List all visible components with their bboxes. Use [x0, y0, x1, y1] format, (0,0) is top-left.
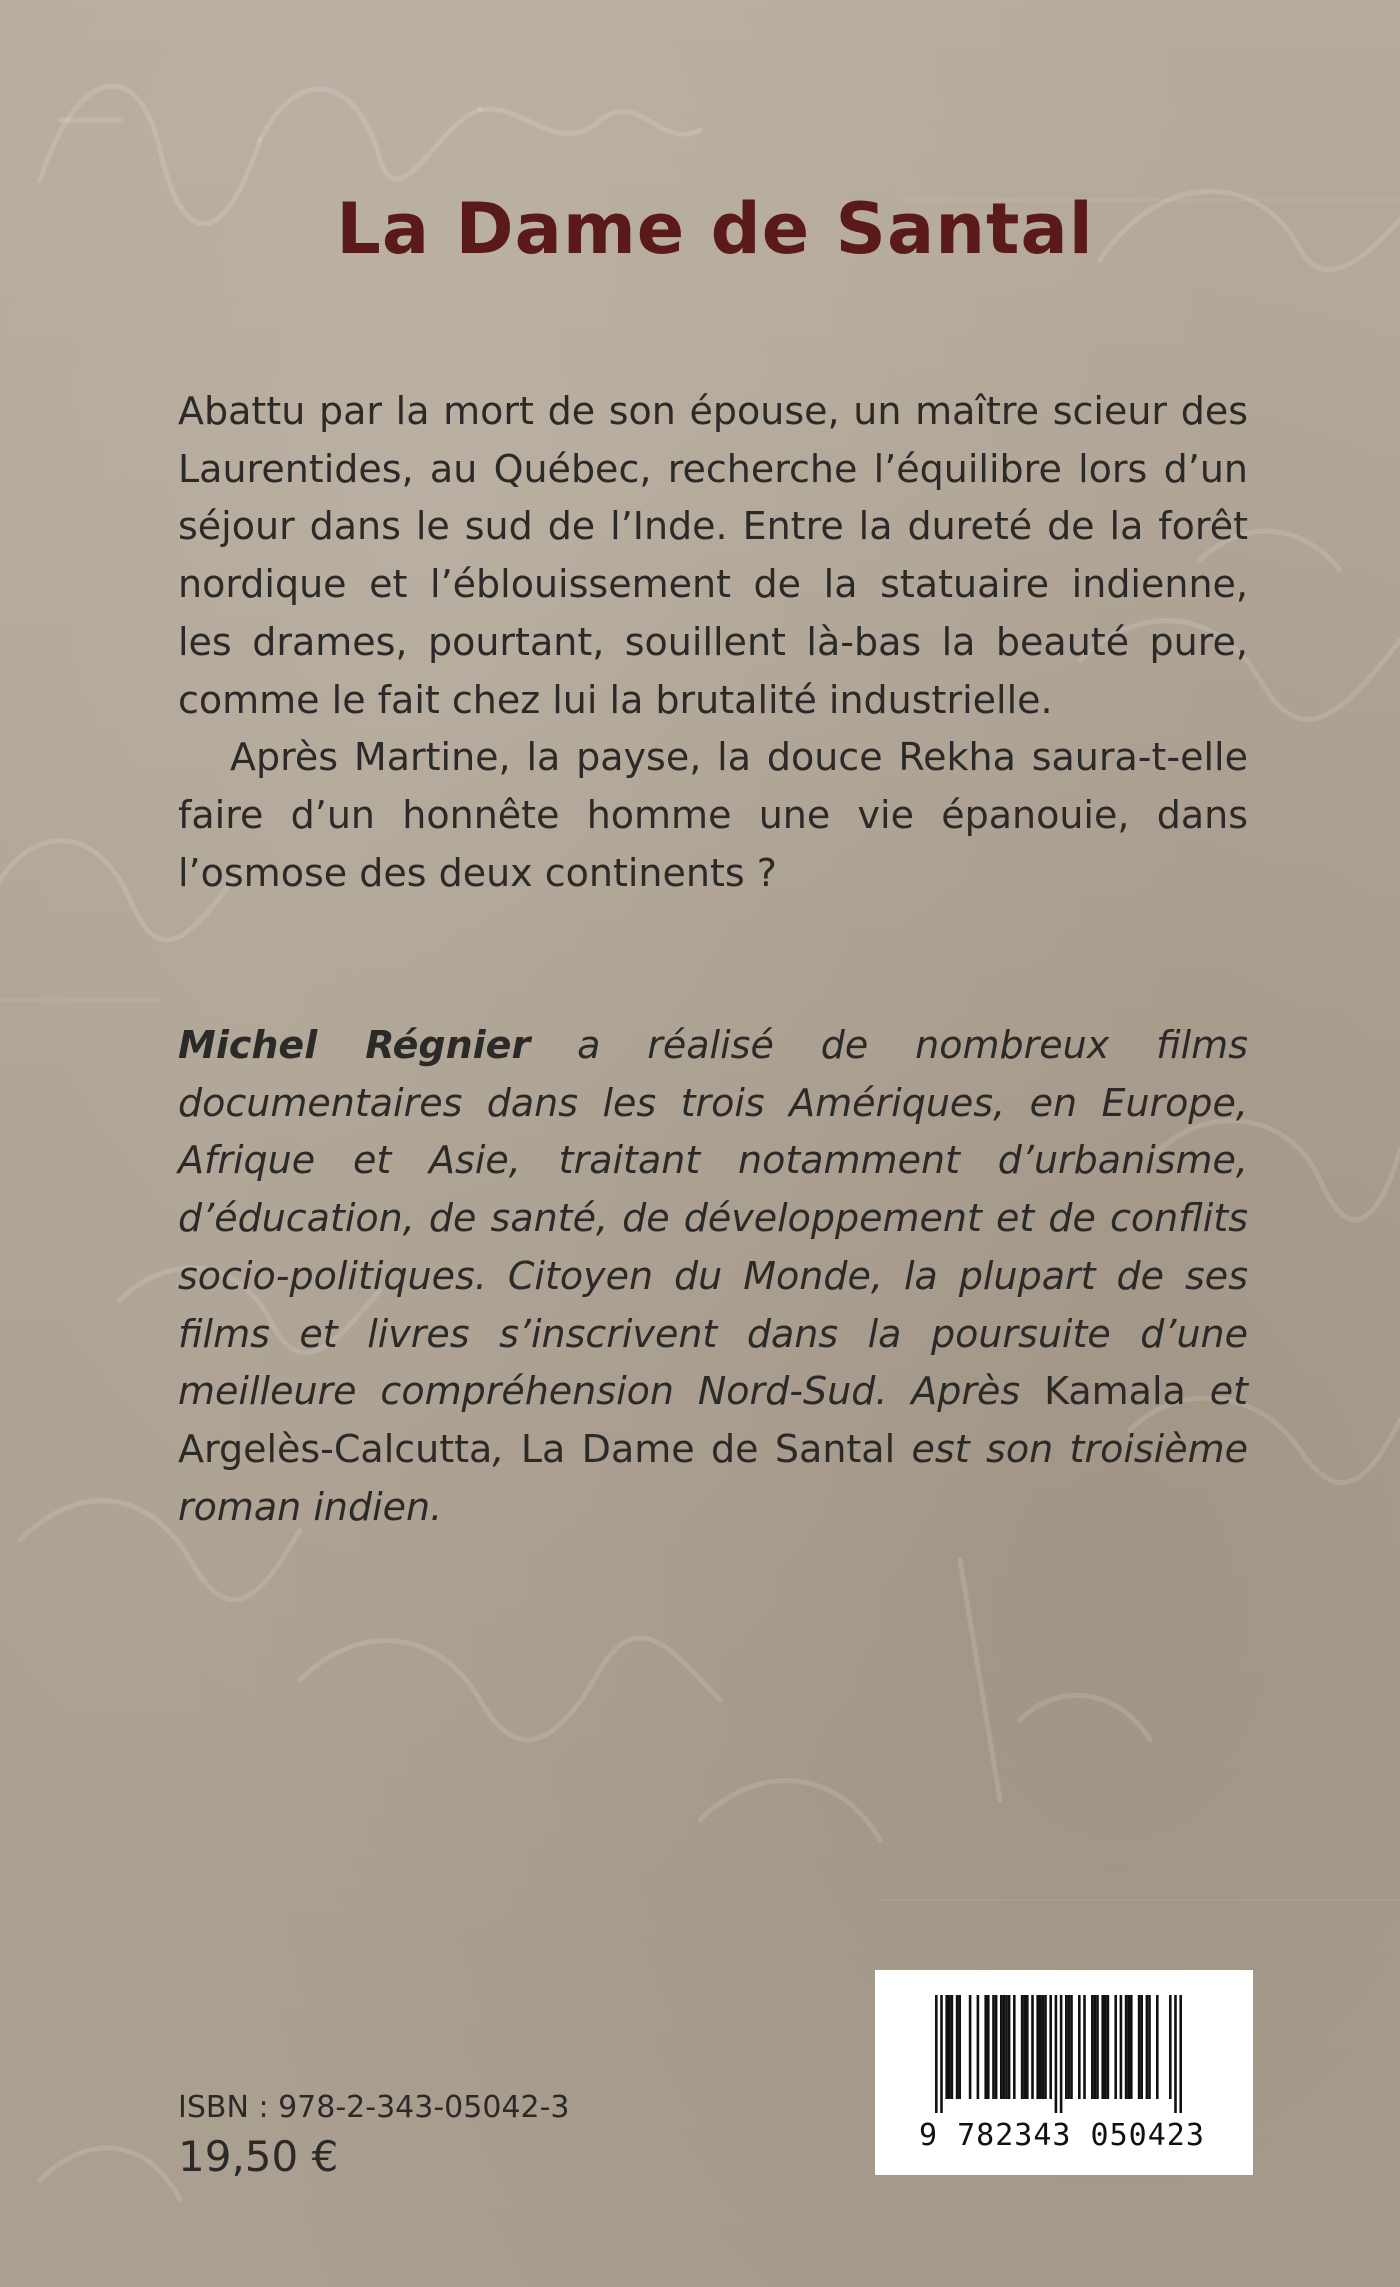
author-name: Michel Régnier	[178, 1023, 531, 1067]
barcode-bar	[1044, 1995, 1047, 2099]
barcode-bar	[1104, 1995, 1107, 2099]
synopsis-paragraph-2: Après Martine, la payse, la douce Rekha saura-t-elle faire d’un honnête homme une vie épanouie, dans l’osmose des deux continents ?	[178, 735, 1248, 895]
barcode-bar	[1169, 1995, 1172, 2099]
barcode-bar	[987, 1995, 990, 2099]
barcode-bar	[1078, 1995, 1081, 2099]
author-bio	[178, 1017, 1248, 1536]
barcode-bar	[951, 1995, 954, 2099]
barcode-bar	[1000, 1995, 1003, 2099]
barcode-bar	[1005, 1995, 1008, 2099]
barcode-bar	[1070, 1995, 1073, 2099]
barcode-bar	[1031, 1995, 1034, 2099]
barcode-bar	[1065, 1995, 1068, 2099]
barcode-bar	[1096, 1995, 1099, 2099]
barcode-bar	[1156, 1995, 1159, 2099]
barcode-bar	[1042, 1995, 1045, 2099]
barcode-bar	[992, 1995, 995, 2099]
barcode-bar	[1120, 1995, 1123, 2099]
barcode-bar	[1094, 1995, 1097, 2099]
barcode-bar	[1107, 1995, 1110, 2099]
barcode-bar	[1130, 1995, 1133, 2099]
barcode-bar	[969, 1995, 972, 2099]
barcode-bar	[1138, 1995, 1141, 2099]
barcode-bar	[1125, 1995, 1128, 2099]
barcode-bar	[1146, 1995, 1149, 2099]
author-bio-paragraph	[178, 1017, 1248, 1536]
barcode-bar	[945, 1995, 948, 2099]
barcode-bar	[1179, 1995, 1182, 2113]
barcode-bar	[1036, 1995, 1039, 2099]
barcode-bar	[995, 1995, 998, 2099]
barcode-bar	[1039, 1995, 1042, 2099]
barcode-bar	[1023, 1995, 1026, 2099]
barcode-bar	[1055, 1995, 1058, 2113]
synopsis-paragraph-1: Abattu par la mort de son épouse, un maître scieur des Laurentides, au Québec, recherche l’équilibre lors d’un séjour dans le sud de l’Inde. Entre la dureté de la forêt nordique et l’éblouissement de la statuaire indienne, les drames, pourtant, souillent là-bas la beauté pure, comme le fait chez lui la brutalité industrielle.	[178, 389, 1248, 722]
barcode-bar	[1003, 1995, 1006, 2099]
book-title-argeles-calcutta: Argelès-Calcutta	[178, 1426, 493, 1471]
price: 19,50 €	[178, 2132, 339, 2181]
barcode-bar	[935, 1995, 938, 2113]
barcode-bar	[1174, 1995, 1177, 2113]
barcode-bar	[958, 1995, 961, 2099]
barcode-bar	[984, 1995, 987, 2099]
barcode-bar	[1060, 1995, 1063, 2113]
bio-text: a réalisé de nombreux films documentaires dans les trois Amériques, en Europe, Afrique et Asie, traitant notamment d’urbanisme, d’éducation, de santé, de développement et de conflits socio-politiques. Citoyen du Monde, la plupart de ses films et livres s’inscrivent dans la poursuite d’une meilleure compréhension Nord-Sud. Après	[178, 1023, 1248, 1414]
bio-text: ,	[492, 1426, 521, 1471]
isbn: ISBN : 978-2-343-05042-3	[178, 2090, 570, 2125]
barcode-bar	[1083, 1995, 1086, 2099]
barcode-bar	[956, 1995, 959, 2099]
barcode-bar	[940, 1995, 943, 2113]
book-title-kamala: Kamala	[1044, 1369, 1186, 1414]
barcode-bar	[1114, 1995, 1117, 2099]
barcode-bar	[1021, 1995, 1024, 2099]
barcode-bar	[1140, 1995, 1143, 2099]
barcode-bar	[1008, 1995, 1011, 2099]
barcode-bars	[935, 1995, 1195, 2113]
barcode-bar	[948, 1995, 951, 2099]
barcode-bar	[1068, 1995, 1071, 2099]
bio-text: est son troisième roman indien.	[178, 1426, 1249, 1529]
barcode-bar	[1127, 1995, 1130, 2099]
barcode-bar	[1091, 1995, 1094, 2099]
book-title-dame-de-santal: La Dame de Santal	[520, 1426, 896, 1471]
bio-text: et	[1185, 1369, 1248, 1414]
barcode-bar	[977, 1995, 980, 2099]
barcode	[875, 1970, 1253, 2175]
barcode-bar	[1148, 1995, 1151, 2099]
barcode-bar	[1101, 1995, 1104, 2099]
synopsis	[178, 383, 1248, 902]
barcode-bar	[1026, 1995, 1029, 2099]
barcode-bar	[1049, 1995, 1052, 2099]
barcode-digits: 9 782343 050423	[919, 2118, 1205, 2153]
book-title: La Dame de Santal	[336, 188, 1094, 270]
barcode-bar	[1013, 1995, 1016, 2099]
